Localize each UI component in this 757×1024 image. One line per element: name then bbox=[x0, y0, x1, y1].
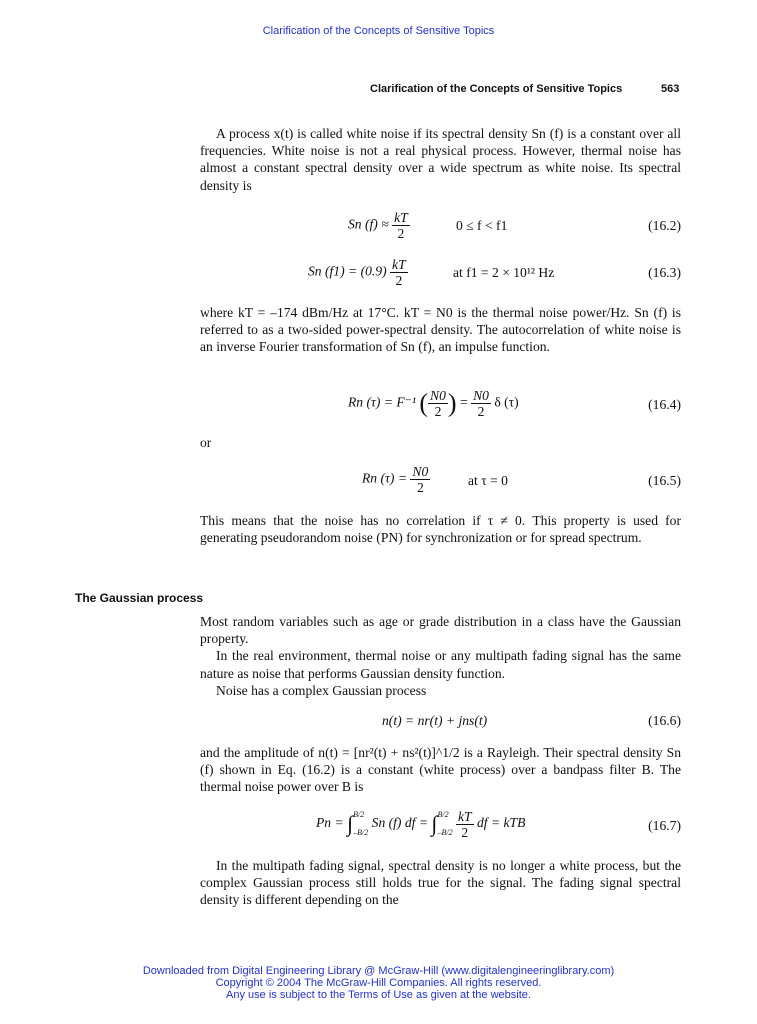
equation-16-2: Sn (f) ≈ $\frac{kT}{2}$ bbox=[348, 210, 408, 241]
footer-copyright: Copyright © 2004 The McGraw-Hill Companies. All rights reserved. bbox=[215, 977, 542, 989]
equation-16-4: Rn (τ) = F⁻¹ ( $\frac{N0}{2}$ ) = $\frac{N0}{2}$ δ (τ) bbox=[348, 388, 519, 419]
equation-16-2-condition: 0 ≤ f < f1 bbox=[456, 218, 508, 233]
paragraph-no-correlation: This means that the noise has no correlation if τ ≠ 0. This property is used for generating pseudorandom noise (PN) for synchronization or for spread spectrum. bbox=[200, 513, 681, 546]
equation-16-3-condition: at f1 = 2 × 10¹² Hz bbox=[453, 265, 555, 280]
equation-number-16-3: (16.3) bbox=[648, 265, 681, 280]
footer-terms-link[interactable]: Any use is subject to the Terms of Use as given at the website. bbox=[226, 989, 531, 1001]
equation-16-6: n(t) = nr(t) + jns(t) bbox=[382, 713, 488, 728]
paragraph-multipath: In the multipath fading signal, spectral density is no longer a white process, but the complex Gaussian process still holds true for the signal. The fading signal spectral density is different depending on the bbox=[200, 858, 681, 908]
page-number: 563 bbox=[661, 83, 680, 95]
equation-16-5: Rn (τ) = $\frac{N0}{2}$ bbox=[362, 464, 429, 495]
connector-or: or bbox=[200, 435, 212, 450]
top-title-link[interactable]: Clarification of the Concepts of Sensitive Topics bbox=[262, 25, 495, 37]
equation-16-7: Pn = ∫ B/2 –B/2 Sn (f) df = ∫ B/2 –B/2 $\frac{kT}{2}$ df = kTB bbox=[316, 808, 526, 840]
equation-number-16-2: (16.2) bbox=[648, 218, 681, 233]
equation-number-16-7: (16.7) bbox=[648, 818, 681, 833]
section-heading-gaussian-process: The Gaussian process bbox=[75, 591, 204, 605]
paragraph-thermal-noise: where kT = –174 dBm/Hz at 17°C. kT = N0 is the thermal noise power/Hz. Sn (f) is referred to as a two-sided power-spectral density. The autocorrelation of white noise is an inverse Fourier transformation of Sn (f), an impulse function. bbox=[200, 305, 681, 355]
paragraph-rayleigh: and the amplitude of n(t) = [nr²(t) + ns²(t)]^1/2 is a Rayleigh. Their spectral density Sn (f) shown in Eq. (16.2) is a constant (white process) over a bandpass filter B. The thermal noise power over B is bbox=[200, 745, 681, 795]
equation-16-3: Sn (f1) = (0.9) $\frac{kT}{2}$ bbox=[308, 257, 406, 288]
equation-number-16-6: (16.6) bbox=[648, 713, 681, 728]
running-head-title: Clarification of the Concepts of Sensitive Topics bbox=[370, 83, 623, 95]
paragraph-white-noise: A process x(t) is called white noise if its spectral density Sn (f) is a constant over all frequencies. White noise is not a real physical process. However, thermal noise has almost a constant spectral density over a wide spectrum as white noise. Its spectral density is bbox=[200, 126, 681, 193]
equation-number-16-5: (16.5) bbox=[648, 473, 681, 488]
equation-number-16-4: (16.4) bbox=[648, 397, 681, 412]
equation-16-5-condition: at τ = 0 bbox=[468, 473, 508, 488]
footer-download-link[interactable]: Downloaded from Digital Engineering Library @ McGraw-Hill (www.digitalengineeringlibrary.com) bbox=[142, 965, 615, 977]
paragraph-gaussian: Most random variables such as age or grade distribution in a class have the Gaussian property. In the real environment, thermal noise or any multipath fading signal has the same nature as noise that performs Gaussian density function. Noise has a complex Gaussian process bbox=[200, 614, 681, 698]
